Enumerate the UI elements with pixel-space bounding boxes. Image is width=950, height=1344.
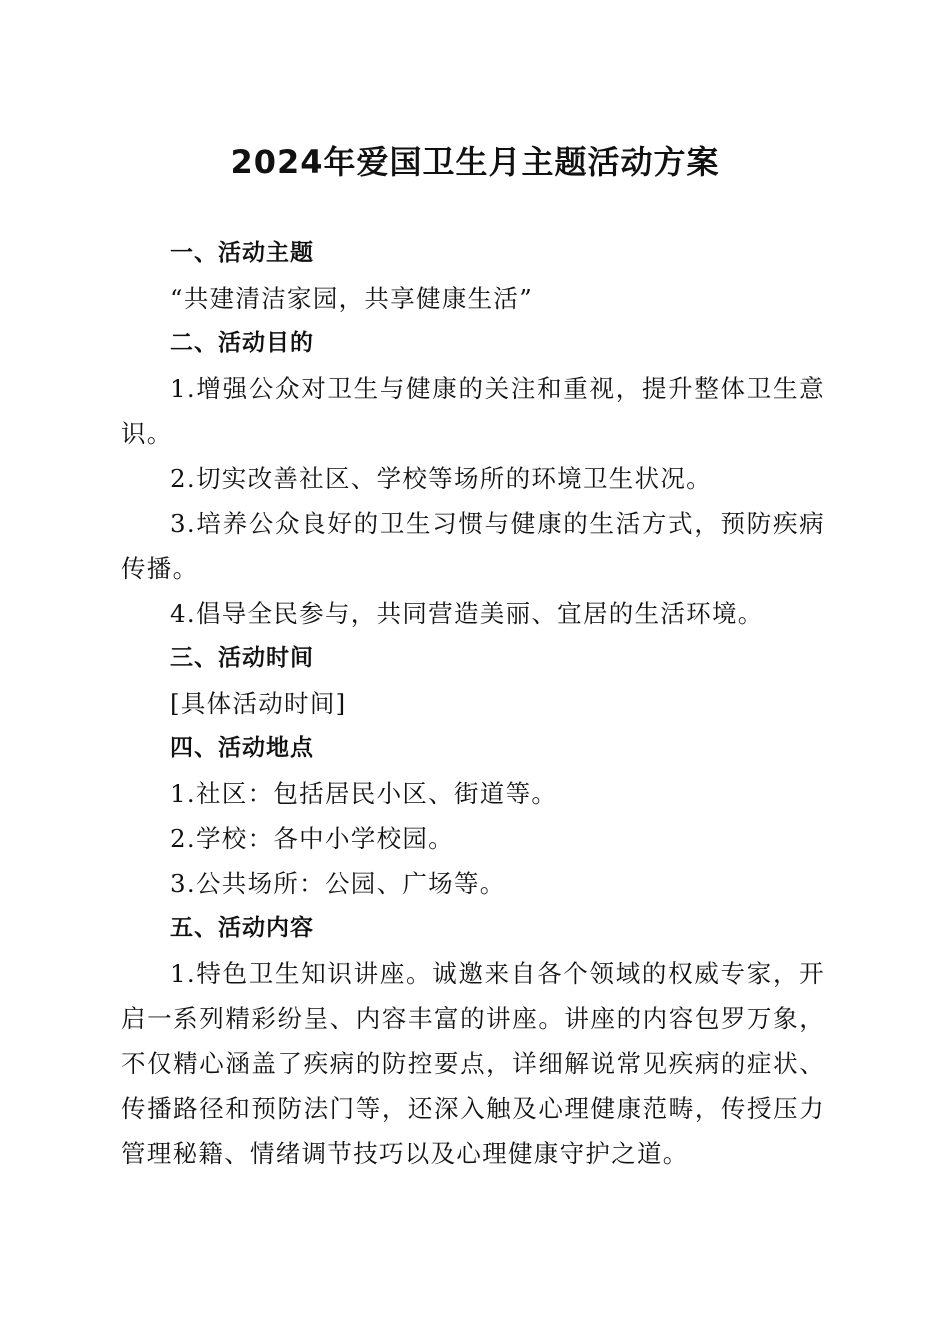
- paragraph: “共建清洁家园，共享健康生活”: [170, 284, 534, 313]
- paragraph: 4.倡导全民参与，共同营造美丽、宜居的生活环境。: [170, 599, 764, 628]
- section-heading: 四、活动地点: [170, 735, 314, 761]
- paragraph: 3.公共场所：公园、广场等。: [170, 869, 506, 898]
- paragraph: 2.切实改善社区、学校等场所的环境卫生状况。: [170, 464, 712, 493]
- section-heading: 五、活动内容: [170, 915, 314, 941]
- document-body: [121, 231, 825, 1176]
- section-content: [121, 906, 825, 1176]
- section-time: [121, 636, 825, 726]
- paragraph: [具体活动时间]: [170, 689, 347, 718]
- paragraph: 1.社区：包括居民小区、街道等。: [170, 779, 558, 808]
- section-location: [121, 726, 825, 906]
- paragraph: 3.培养公众良好的卫生习惯与健康的生活方式，预防疾病传播。: [121, 509, 825, 583]
- paragraph: 1.增强公众对卫生与健康的关注和重视，提升整体卫生意识。: [121, 374, 825, 448]
- section-theme: [121, 231, 825, 321]
- section-heading: 二、活动目的: [170, 330, 314, 356]
- paragraph: 1.特色卫生知识讲座。诚邀来自各个领域的权威专家，开启一系列精彩纷呈、内容丰富的讲座。讲座的内容包罗万象，不仅精心涵盖了疾病的防控要点，详细解说常见疾病的症状、传播路径和预防法门等，还深入触及心理健康范畴，传授压力管理秘籍、情绪调节技巧以及心理健康守护之道。: [121, 959, 825, 1168]
- section-purpose: [121, 321, 825, 636]
- paragraph: 2.学校：各中小学校园。: [170, 824, 454, 853]
- section-heading: 一、活动主题: [170, 240, 314, 266]
- document-title: 2024年爱国卫生月主题活动方案: [230, 143, 720, 181]
- section-heading: 三、活动时间: [170, 645, 314, 671]
